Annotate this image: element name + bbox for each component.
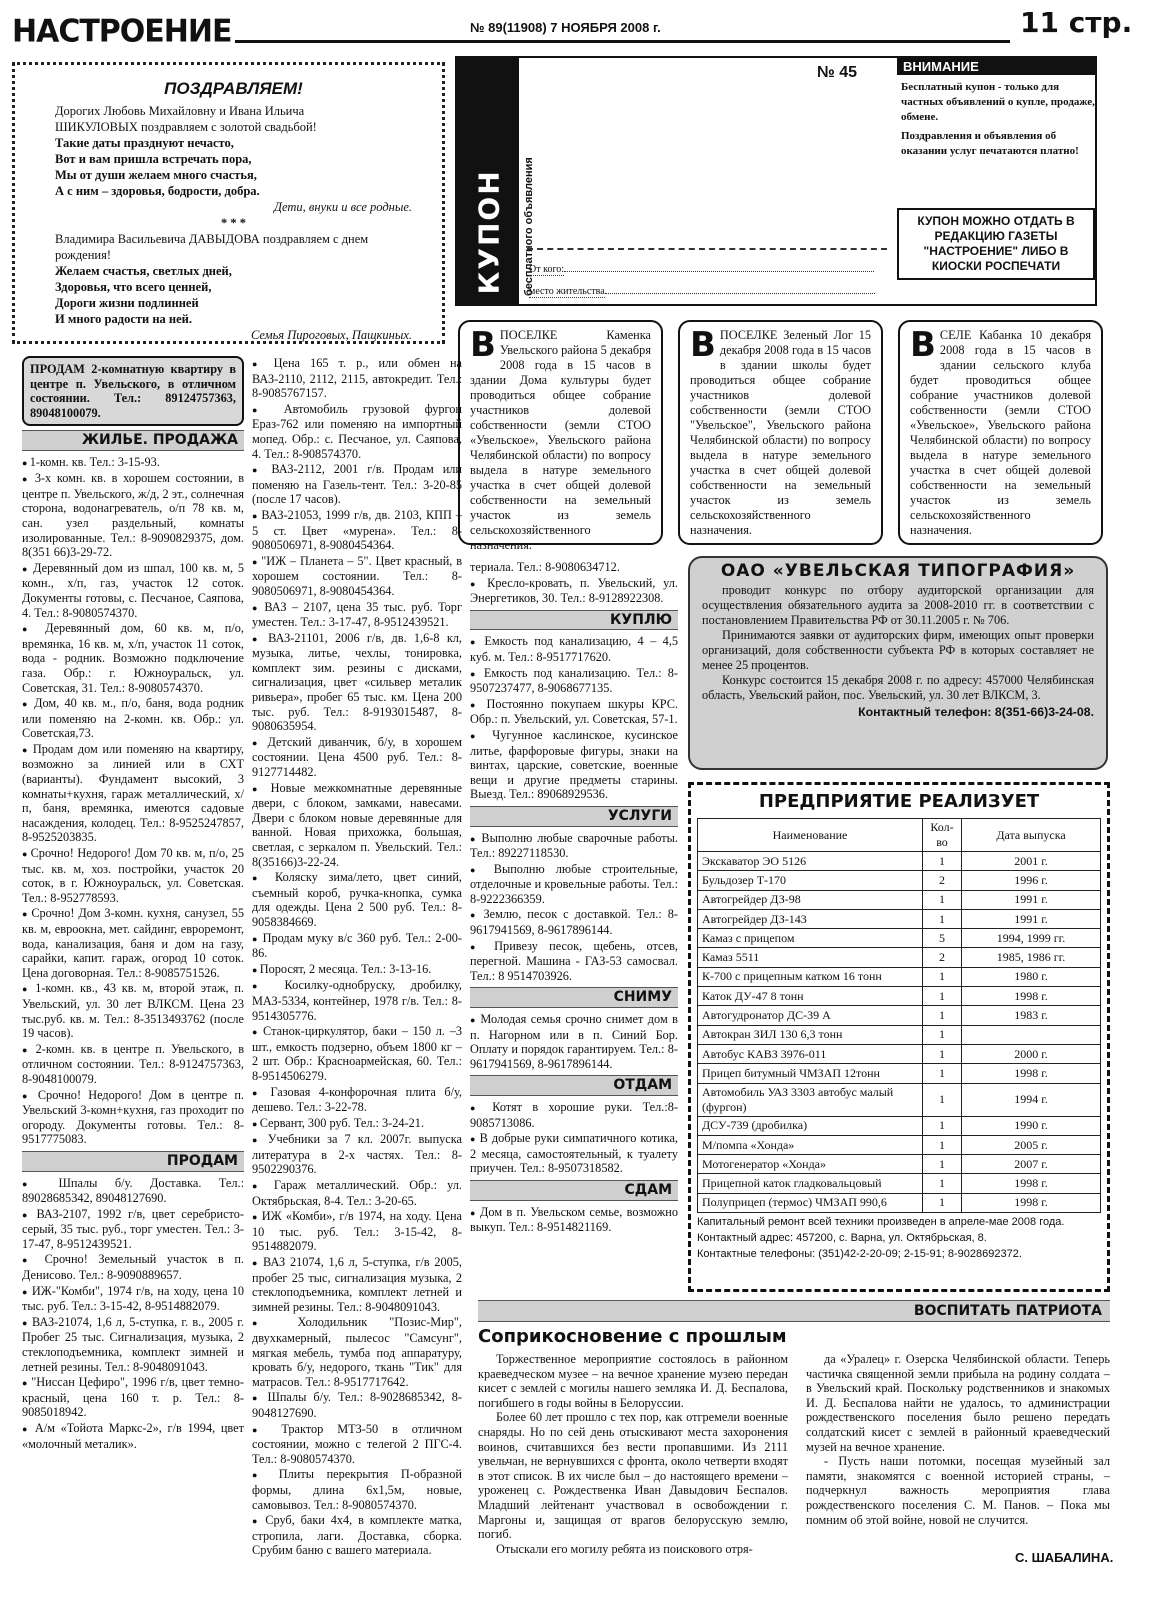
equipment-name: Прицепной каток гладковальцовый bbox=[698, 1174, 923, 1193]
equipment-year: 1998 г. bbox=[962, 1174, 1101, 1193]
coupon-submit-info: КУПОН МОЖНО ОТДАТЬ В РЕДАКЦИЮ ГАЗЕТЫ "НАСТРОЕНИЕ" ЛИБО В КИОСКИ РОСПЕЧАТИ bbox=[897, 208, 1095, 280]
equipment-year bbox=[962, 1025, 1101, 1044]
col-name-header: Наименование bbox=[698, 819, 923, 852]
warning-text-2: Поздравления и объявления об оказании услуг печатаются платно! bbox=[901, 130, 1079, 157]
table-row bbox=[698, 1006, 1101, 1025]
congrats-line: А с ним – здоровья, бодрости, добра. bbox=[55, 184, 260, 198]
article-author: С. ШАБАЛИНА. bbox=[1015, 1550, 1114, 1565]
table-row bbox=[698, 1193, 1101, 1212]
article-paragraph: да «Уралец» г. Озерска Челябинской области. Теперь частичка священной земли прибыла на родину солдата – в Увельский край. Поскольку родственников и знакомых И. Д. Беспалова найти не удалось, то администрации рождественского поселения было решено передать солдатский кисет с землей в районный краеведческий музей на вечное хранение. bbox=[806, 1352, 1110, 1454]
classified-ad: ● Молодая семья срочно снимет дом в п. Нагорном или в п. Синий Бор. Оплату и порядок гарантируем. Тел.: 8-9617941569, 8-9617896144. bbox=[470, 1012, 678, 1071]
classified-ad: ● Кресло-кровать, п. Увельский, ул. Энергетиков, 30. Тел.: 8-9128922308. bbox=[470, 576, 678, 606]
classified-ad: ● Цена 165 т. р., или обмен на ВАЗ-2110, 2112, 2115, автокредит. Тел.: 8-9085767157. bbox=[252, 356, 462, 401]
classified-ad: ● Срочно! Земельный участок в п. Денисово. Тел.: 8-9090889657. bbox=[22, 1252, 244, 1282]
congrats-signature-1: Дети, внуки и все родные. bbox=[274, 200, 412, 214]
classified-ad: ● Деревянный дом, 60 кв. м, п/о, времянка, 16 кв. м, х/п, участок 11 соток, вода - родник. Возможно подключение газа. Обр.: г. Южноуральск, ул. Советская, 31. Тел.: 8-9080574370. bbox=[22, 621, 244, 695]
congrats-line: И много радости на ней. bbox=[55, 312, 192, 326]
classified-ad: ● Сруб, баки 4х4, в комплекте матка, стропила, лаги. Доставка, сборка. Срубим баню с вашего материала. bbox=[252, 1513, 462, 1558]
equipment-year: 1983 г. bbox=[962, 1006, 1101, 1025]
classified-ad: ● Дом, 40 кв. м., п/о, баня, вода родник или поменяю на 2-комн. кв. Обр.: ул. Советская,73. bbox=[22, 696, 244, 741]
classified-ad: ● Выполню любые сварочные работы. Тел.: 89227118530. bbox=[470, 831, 678, 861]
classified-ad: ● "ИЖ – Планета – 5". Цвет красный, в хорошем состоянии. Тел.: 8-9080506971, 8-9080454364. bbox=[252, 554, 462, 599]
equipment-year: 1998 г. bbox=[962, 987, 1101, 1006]
article-title: Соприкосновение с прошлым bbox=[478, 1326, 787, 1347]
table-row bbox=[698, 967, 1101, 986]
equipment-name: Экскаватор ЭО 5126 bbox=[698, 852, 923, 871]
equipment-qty: 1 bbox=[923, 1174, 962, 1193]
notice-kabanka bbox=[898, 320, 1103, 545]
table-row bbox=[698, 1155, 1101, 1174]
give-list bbox=[470, 1100, 678, 1176]
coupon-subtitle: бесплатного объявления bbox=[523, 157, 535, 296]
article-column-left bbox=[478, 1352, 788, 1556]
classified-ad: ● ВАЗ-21053, 1999 г/в, дв. 2103, КПП – 5 ст. Цвет «мурена». Тел.: 8-9080506971, 8-9080454364. bbox=[252, 508, 462, 553]
table-row bbox=[698, 1025, 1101, 1044]
classified-ad: ● Продам муку в/с 360 руб. Тел.: 2-00-86. bbox=[252, 931, 462, 961]
article-paragraph: Отыскали его могилу ребята из поискового отря- bbox=[496, 1541, 753, 1556]
from-label: От кого: bbox=[529, 264, 565, 275]
equipment-qty: 1 bbox=[923, 967, 962, 986]
services-list bbox=[470, 831, 678, 984]
classified-ad: ● 1-комн. кв. Тел.: 3-15-93. bbox=[22, 455, 244, 471]
classified-ad: ● Дом в п. Увельском семье, возможно выкуп. Тел.: 8-9514821169. bbox=[470, 1205, 678, 1235]
from-line bbox=[564, 271, 874, 272]
enterprise-sale-box bbox=[688, 782, 1110, 1292]
classified-ad: ● Емкость под канализацию. Тел.: 8-9507237477, 8-9068677135. bbox=[470, 666, 678, 696]
classified-ad: ● Учебники за 7 кл. 2007г. выпуска литература в 2-х частях. Тел.: 8-9502290376. bbox=[252, 1132, 462, 1177]
equipment-table bbox=[697, 818, 1101, 1213]
classifieds-column-1 bbox=[22, 356, 244, 1452]
equipment-year: 1994 г. bbox=[962, 1083, 1101, 1116]
table-row bbox=[698, 1044, 1101, 1063]
equipment-qty: 1 bbox=[923, 1025, 962, 1044]
equipment-qty: 2 bbox=[923, 948, 962, 967]
equipment-year: 1990 г. bbox=[962, 1116, 1101, 1135]
classified-ad: ● Шпалы б/у. Доставка. Тел.: 89028685342, 89048127690. bbox=[22, 1176, 244, 1206]
table-row bbox=[698, 1135, 1101, 1154]
congratulations-box bbox=[12, 62, 445, 344]
classified-ad: ● ВАЗ-21101, 2006 г/в, дв. 1,6-8 кл, музыка, литье, чехлы, тонировка, комплект зим. резины с дисками, сигнализация, цвет «сильвер металик ривьера», пробег 65 тыс. км. Цена 200 тыс. руб. Тел.: 8-9193015487, 8-9080635954. bbox=[252, 631, 462, 734]
equipment-year: 1998 г. bbox=[962, 1064, 1101, 1083]
notice-zeleny-log bbox=[678, 320, 883, 545]
article-paragraph: - Пусть наши потомки, посещая музейный зал памяти, знакомятся с военной историей страны, – подчеркнул важность мероприятия глава рождественского поселения С. М. Панов. – Пока мы помним об этой войне, новой не случится. bbox=[806, 1454, 1110, 1527]
classified-ad: ● Поросят, 2 месяца. Тел.: 3-13-16. bbox=[252, 962, 462, 978]
article-rubric: ВОСПИТАТЬ ПАТРИОТА bbox=[478, 1300, 1110, 1322]
section-rent: СНИМУ bbox=[470, 987, 678, 1008]
classified-ad: ● Шпалы б/у. Тел.: 8-9028685342, 8-9048127690. bbox=[252, 1390, 462, 1420]
congrats-title: ПОЗДРАВЛЯЕМ! bbox=[164, 79, 303, 98]
equipment-name: Автогрейдер ДЗ-98 bbox=[698, 890, 923, 909]
equipment-year: 2000 г. bbox=[962, 1044, 1101, 1063]
table-row bbox=[698, 1116, 1101, 1135]
classified-ad: ● Трактор МТЗ-50 в отличном состоянии, можно с телегой 2 ПГС-4. Тел.: 8-9080574370. bbox=[252, 1422, 462, 1467]
housing-list bbox=[22, 455, 244, 1147]
classified-ad: ● ВАЗ-2112, 2001 г/в. Продам или поменяю на Газель-тент. Тел.: 3-20-85 (после 17 часов). bbox=[252, 462, 462, 507]
table-row bbox=[698, 852, 1101, 871]
equipment-qty: 1 bbox=[923, 890, 962, 909]
coupon-side-banner bbox=[457, 58, 519, 304]
typography-text-3: Конкурс состоится 15 декабря 2008 г. по адресу: 457000 Челябинская область, Увельский район, пос. Увельский, ул. 30 лет ВЛКСМ, 3. bbox=[702, 673, 1094, 702]
table-row bbox=[698, 1064, 1101, 1083]
equipment-name: Каток ДУ-47 8 тонн bbox=[698, 987, 923, 1006]
classified-ad: ● Станок-циркулятор, баки – 150 л. –3 шт., емкость подзерно, объем 1800 кг – 2 шт. Обр.: Красноармейская, 60. Тел.: 8-9514506279. bbox=[252, 1024, 462, 1083]
table-row bbox=[698, 909, 1101, 928]
classified-ad: ● Новые межкомнатные деревянные двери, с блоком, замками, навесами. Двери с блоком новые деревянные для ванной. Новая прихожка, большая, светлая, с зеркалом п. Увельский. Тел.: 8(35166)3-22-24. bbox=[252, 781, 462, 870]
congrats-line: Дороги жизни подлинней bbox=[55, 296, 199, 310]
residence-label: место жительства bbox=[529, 286, 605, 297]
equipment-name: Автогудронатор ДС-39 А bbox=[698, 1006, 923, 1025]
col-date-header: Дата выпуска bbox=[962, 819, 1101, 852]
congrats-line: Владимира Васильевича ДАВЫДОВА поздравляем с днем рождения! bbox=[55, 232, 369, 262]
classified-ad: ● Коляску зима/лето, цвет синий, съемный короб, ручка-кнопка, сумка для одежды. Цена 2 500 руб. Тел.: 8-9058384669. bbox=[252, 870, 462, 929]
classified-ad: ● Срочно! Недорого! Дом 70 кв. м, п/о, 25 тыс. кв. м, хоз. постройки, участок 20 соток, в г. Южноуральск, ул. Советская. Тел.: 8-952778593. bbox=[22, 846, 244, 905]
classified-ad: ● ИЖ «Комби», г/в 1974, на ходу. Цена 10 тыс. руб. Тел.: 3-15-42, 8-9514882079. bbox=[252, 1209, 462, 1254]
classified-ad: ● Косилку-однобруску, дробилку, МАЗ-5334, контейнер, 1978 г/в. Тел.: 8-9514305776. bbox=[252, 978, 462, 1023]
equipment-name: М/помпа «Хонда» bbox=[698, 1135, 923, 1154]
warning-title: ВНИМАНИЕ bbox=[897, 58, 1095, 75]
equipment-qty: 1 bbox=[923, 1155, 962, 1174]
equipment-qty: 1 bbox=[923, 1044, 962, 1063]
equipment-name: К-700 с прицепным катком 16 тонн bbox=[698, 967, 923, 986]
page-number: 11 стр. bbox=[1020, 6, 1133, 39]
equipment-name: Полуприцеп (термос) ЧМЗАП 990,6 bbox=[698, 1193, 923, 1212]
congrats-text-2 bbox=[55, 231, 412, 327]
featured-ad: ПРОДАМ 2-комнатную квартиру в центре п. Увельского, в отличном состоянии. Тел.: 89124757363, 89048100079. bbox=[22, 356, 244, 426]
drop-cap: В bbox=[470, 325, 496, 365]
equipment-name: Прицеп битумный ЧМЗАП 12тонн bbox=[698, 1064, 923, 1083]
classified-ad: ● ВАЗ 21074, 1,6 л, 5-ступка, г/в 2005, пробег 25 тыс, сигнализация музыка, 2 стеклоподъемника, комплект летней и зимней резины. Тел.: 8-9048091043. bbox=[252, 1255, 462, 1314]
typography-announcement bbox=[688, 556, 1108, 770]
equipment-name: Камаз с прицепом bbox=[698, 929, 923, 948]
equipment-name: ДСУ-739 (дробилка) bbox=[698, 1116, 923, 1135]
enterprise-footer-1: Капитальный ремонт всей техники произведен в апреле-мае 2008 года. bbox=[697, 1216, 1065, 1229]
typography-text-1: проводит конкурс по отбору аудиторской организации для осуществления обязательного аудита за 2008-2010 гг. в соответствии с постановлением Правительства РФ от 30.11.2005 г. № 706. bbox=[702, 583, 1094, 627]
classified-ad: ● 1-комн. кв., 43 кв. м, второй этаж, п. Увельский, ул. 30 лет ВЛКСМ. Цена 23 тыс.руб. кв. м. Тел.: 8-3513493762 (после 19 часов). bbox=[22, 981, 244, 1040]
coupon-number: № 45 bbox=[817, 64, 858, 81]
rent-list bbox=[470, 1012, 678, 1071]
table-row bbox=[698, 929, 1101, 948]
classified-ad: ● В добрые руки симпатичного котика, 2 месяца, самостоятельный, к туалету приучен. Тел.: 8-9507318582. bbox=[470, 1131, 678, 1176]
equipment-qty: 1 bbox=[923, 1083, 962, 1116]
congrats-line: Здоровья, что всего ценней, bbox=[55, 280, 212, 294]
table-row bbox=[698, 890, 1101, 909]
warning-text-1: Бесплатный купон - только для частных объявлений о купле, продаже, обмене. bbox=[901, 81, 1095, 123]
equipment-name: Бульдозер Т-170 bbox=[698, 871, 923, 890]
enterprise-footer-2: Контактный адрес: 457200, с. Варна, ул. Октябрьская, 8. bbox=[697, 1232, 987, 1245]
residence-line bbox=[605, 293, 875, 294]
lead-list bbox=[470, 576, 678, 606]
table-row bbox=[698, 948, 1101, 967]
equipment-qty: 1 bbox=[923, 852, 962, 871]
equipment-qty: 1 bbox=[923, 1193, 962, 1212]
classified-ad: ● "Ниссан Цефиро", 1996 г/в, цвет темно-красный, цена 160 т. р. Тел.: 8-9085018942. bbox=[22, 1375, 244, 1420]
classified-ad: ● Деревянный дом из шпал, 100 кв. м, 5 комн., х/п, газ, участок 12 соток. Документы готовы, с. Песчаное, Саяпова, 4. Тел.: 8-9080574370. bbox=[22, 561, 244, 620]
classified-ad: ● Холодильник "Позис-Мир", двухкамерный, пылесос "Самсунг", мягкая мебель, тумба под аппаратуру, кровать б/у, недорого, ткань "Тик" для матрасов. Тел.: 8-9517717642. bbox=[252, 1315, 462, 1389]
equipment-year: 1980 г. bbox=[962, 967, 1101, 986]
equipment-year: 2005 г. bbox=[962, 1135, 1101, 1154]
congrats-line: Дорогих Любовь Михайловну и Ивана Ильича bbox=[55, 104, 305, 118]
enterprise-title: ПРЕДПРИЯТИЕ РЕАЛИЗУЕТ bbox=[758, 791, 1040, 812]
congrats-line: Вот и вам пришла встречать пора, bbox=[55, 152, 252, 166]
residence-field[interactable] bbox=[529, 286, 875, 298]
equipment-qty: 1 bbox=[923, 1064, 962, 1083]
classified-ad: ● Детский диванчик, б/у, в хорошем состоянии. Цена 4500 руб. Тел.: 8-9127714482. bbox=[252, 735, 462, 780]
equipment-name: Автобус КАВЗ 3976-011 bbox=[698, 1044, 923, 1063]
equipment-qty: 1 bbox=[923, 1116, 962, 1135]
equipment-name: Автокран ЗИЛ 130 6,3 тонн bbox=[698, 1025, 923, 1044]
notice-text: СЕЛЕ Кабанка 10 декабря 2008 года в 15 часов в здании сельского клуба будет проводиться общее собрание участников долевой собственности (земли СТОО «Увельское», Увельского района Челябинской области) по вопросу выдела в натуре земельного участка в счет общей долевой собственности на земельный участок из земель сельскохозяйственного назначения. bbox=[910, 328, 1091, 537]
equipment-qty: 1 bbox=[923, 987, 962, 1006]
congrats-separator: * * * bbox=[221, 216, 246, 230]
coupon-divider bbox=[527, 248, 887, 250]
classified-ad: ● Емкость под канализацию, 4 – 4,5 куб. м. Тел.: 8-9517717620. bbox=[470, 634, 678, 664]
section-buy: КУПЛЮ bbox=[470, 610, 678, 631]
classified-ad: ● Срочно! Недорого! Дом в центре п. Увельский 3-комн+кухня, газ проходит по огороду. Документы готовы. Тел.: 8-9517775083. bbox=[22, 1088, 244, 1147]
table-row bbox=[698, 871, 1101, 890]
congrats-signature-2: Семья Пироговых, Пащкиных. bbox=[250, 328, 412, 342]
table-row bbox=[698, 1174, 1101, 1193]
classified-ad: ● Продам дом или поменяю на квартиру, возможно за линией или в СХТ (варианты). Фундамент высокий, 3 комнаты+кухня, гараж металлический, х/п, баня, времянка, имеются садовые насаждения, колодец. Тел.: 8-9525247857, 8-9525203835. bbox=[22, 742, 244, 845]
equipment-year: 1991 г. bbox=[962, 909, 1101, 928]
classified-ad: ● ВАЗ – 2107, цена 35 тыс. руб. Торг уместен. Тел.: 3-17-47, 8-9512439521. bbox=[252, 600, 462, 630]
equipment-name: Мотогенератор «Хонда» bbox=[698, 1155, 923, 1174]
classified-ad: ● Гараж металлический. Обр.: ул. Октябрьская, 8-4. Тел.: 3-20-65. bbox=[252, 1178, 462, 1208]
equipment-qty: 5 bbox=[923, 929, 962, 948]
classified-ad: ● Чугунное каслинское, кусинское литье, фарфоровые фигуры, знаки на винтах, царские, советские, военные вещи и другие предметы старины. Выезд. Тел.: 89068929536. bbox=[470, 728, 678, 802]
coupon-title: КУПОН bbox=[472, 169, 506, 295]
classified-ad: ● Выполню любые строительные, отделочные и кровельные работы. Тел.: 8-9222366359. bbox=[470, 862, 678, 907]
section-housing: ЖИЛЬЕ. ПРОДАЖА bbox=[22, 430, 244, 451]
drop-cap: В bbox=[690, 325, 716, 365]
classified-ad: ● ИЖ-"Комби", 1974 г/в, на ходу, цена 10 тыс. руб. Тел.: 3-15-42, 8-9514882079. bbox=[22, 1284, 244, 1314]
notice-kamenka bbox=[458, 320, 663, 552]
from-field[interactable] bbox=[529, 264, 874, 276]
congrats-line: ШИКУЛОВЫХ поздравляем с золотой свадьбой! bbox=[55, 120, 317, 134]
equipment-year: 1994, 1999 гг. bbox=[962, 929, 1101, 948]
typography-text-2: Принимаются заявки от аудиторских фирм, имеющих опыт проверки организаций, доля собственности субъекта РФ в которых составляет не менее 25 процентов. bbox=[702, 628, 1094, 672]
congrats-line: Такие даты празднуют нечасто, bbox=[55, 136, 234, 150]
equipment-qty: 1 bbox=[923, 1135, 962, 1154]
table-header-row bbox=[698, 819, 1101, 852]
typography-title: ОАО «УВЕЛЬСКАЯ ТИПОГРАФИЯ» bbox=[720, 561, 1076, 581]
classified-ad: ● Газовая 4-конфорочная плита б/у, дешево. Тел.: 3-22-78. bbox=[252, 1085, 462, 1115]
equipment-year: 1991 г. bbox=[962, 890, 1101, 909]
issue-info: № 89(11908) 7 НОЯБРЯ 2008 г. bbox=[470, 20, 661, 35]
classified-ad: ● Срочно! Дом 3-комн. кухня, санузел, 55 кв. м, евроокна, мет. сайдинг, евроремонт, вода, канализация, баня и дом на газу, сарайки, капит. гараж, огород 10 соток. Цена договорная. Тел.: 8-9085751526. bbox=[22, 906, 244, 980]
equipment-name: Автогрейдер ДЗ-143 bbox=[698, 909, 923, 928]
article-paragraph: Торжественное мероприятие состоялось в районном краеведческом музее – на вечное хранение музею передан кисет с землей с могилы нашего земляка И. Д. Беспалова, погибшего в годы войны в Белоруссии. bbox=[478, 1352, 788, 1410]
sell-list-continued bbox=[252, 356, 462, 1558]
equipment-year: 1985, 1986 гг. bbox=[962, 948, 1101, 967]
congrats-line: Мы от души желаем много счастья, bbox=[55, 168, 257, 182]
classified-ad: ● ВАЗ-2107, 1992 г/в, цвет серебристо-серый, 35 тыс. руб., торг уместен. Тел.: 3-17-47, 8-9512439521. bbox=[22, 1207, 244, 1252]
newspaper-logo: НАСТРОЕНИЕ bbox=[12, 13, 232, 50]
classified-ad: ● 2-комн. кв. в центре п. Увельского, в отличном состоянии. Тел.: 8-9124757363, 8-9048100079. bbox=[22, 1042, 244, 1087]
header-rule bbox=[235, 40, 1010, 43]
equipment-qty: 1 bbox=[923, 1006, 962, 1025]
congrats-line: Желаем счастья, светлых дней, bbox=[55, 264, 232, 278]
classified-ad: ● 3-х комн. кв. в хорошем состоянии, в центре п. Увельского, ж/д, 2 эт., солнечная сторона, водонагреватель, о/п 78 кв. м, сан. узел раздельный, комнаты изолированные. Тел.: 8-9090829375, дом. 8(351 66)3-29-72. bbox=[22, 471, 244, 560]
classifieds-column-3 bbox=[470, 560, 678, 1236]
free-ad-coupon bbox=[455, 56, 1097, 306]
enterprise-footer-3: Контактные телефоны: (351)42-2-20-09; 2-15-91; 8-9028692372. bbox=[697, 1248, 1022, 1261]
table-row bbox=[698, 1083, 1101, 1116]
continued-text: териала. Тел.: 8-9080634712. bbox=[470, 560, 620, 574]
classified-ad: ● Землю, песок с доставкой. Тел.: 8-9617941569, 8-9617896144. bbox=[470, 907, 678, 937]
classified-ad: ● А/м «Тойота Маркс-2», г/в 1994, цвет «молочный металик». bbox=[22, 1421, 244, 1451]
section-services: УСЛУГИ bbox=[470, 806, 678, 827]
equipment-year: 1996 г. bbox=[962, 871, 1101, 890]
article-column-right bbox=[806, 1352, 1110, 1527]
equipment-qty: 1 bbox=[923, 909, 962, 928]
classified-ad: ● Плиты перекрытия П-образной формы, длина 6х1,5м, новые, самовывоз. Тел.: 8-9080574370. bbox=[252, 1467, 462, 1512]
equipment-name: Камаз 5511 bbox=[698, 948, 923, 967]
classified-ad: ● Сервант, 300 руб. Тел.: 3-24-21. bbox=[252, 1116, 462, 1132]
article-paragraph: Более 60 лет прошло с тех пор, как отгремели военные снаряды. Но по сей день отыскивают места захоронения воинов, считавшихся без вести пропавшими. Из 2111 увельчан, не вернувшихся с фронта, около четверти входят в этот список. В их числе был – до настоящего времени – уроженец с. Рождественка Иван Давыдович Беспалов. Младший лейтенант участвовал в освобождении г. Маргоны и, защищая от врагов белорусскую землю, погиб. bbox=[478, 1410, 788, 1542]
classified-ad: ● ВАЗ-21074, 1,6 л, 5-ступка, г. в., 2005 г. Пробег 25 тыс. Сигнализация, музыка, 2 стеклоподъемника, комплект зимней и летней резины. Тел.: 8-9048091043. bbox=[22, 1315, 244, 1374]
col-qty-header: Кол-во bbox=[923, 819, 962, 852]
classified-ad: ● Котят в хорошие руки. Тел.:8-9085713086. bbox=[470, 1100, 678, 1130]
buy-list bbox=[470, 634, 678, 802]
section-lease: СДАМ bbox=[470, 1180, 678, 1201]
coupon-warning bbox=[897, 58, 1095, 163]
section-give: ОТДАМ bbox=[470, 1075, 678, 1096]
notice-text: ПОСЕЛКЕ Зеленый Лог 15 декабря 2008 года в 15 часов в здании школы будет проводиться общее собрание участников долевой собственности (земли СТОО "Увельское", Увельского района Челябинской области) по вопросу выдела в натуре земельного участка в счет общей долевой собственности на земельный участок из земель сельскохозяйственного назначения. bbox=[690, 328, 871, 537]
classifieds-column-2 bbox=[252, 356, 462, 1559]
notice-text: ПОСЕЛКЕ Каменка Увельского района 5 декабря 2008 года в 15 часов в здании Дома культуры будет проводиться общее собрание участников долевой собственности (земли СТОО «Увельское», Увельского района Челябинской области) по вопросу выдела в натуре земельного участка в счет общей долевой собственности на земельный участок из земель сельскохозяйственного назначения. bbox=[470, 328, 651, 552]
typography-phone: Контактный телефон: 8(351-66)3-24-08. bbox=[858, 705, 1094, 719]
equipment-year: 2007 г. bbox=[962, 1155, 1101, 1174]
table-row bbox=[698, 987, 1101, 1006]
equipment-name: Автомобиль УАЗ 3303 автобус малый (фургон) bbox=[698, 1083, 923, 1116]
lease-list bbox=[470, 1205, 678, 1235]
congrats-text-1 bbox=[55, 103, 412, 199]
equipment-year: 1998 г. bbox=[962, 1193, 1101, 1212]
classified-ad: ● Постоянно покупаем шкуры КРС. Обр.: п. Увельский, ул. Советская, 57-1. bbox=[470, 697, 678, 727]
section-sell: ПРОДАМ bbox=[22, 1151, 244, 1172]
sell-list bbox=[22, 1176, 244, 1452]
equipment-qty: 2 bbox=[923, 871, 962, 890]
classified-ad: ● Автомобиль грузовой фургон Ераз-762 или поменяю на импортный мопед. Обр.: с. Песчаное, ул. Саяпова, 4. Тел.: 8-908574370. bbox=[252, 402, 462, 461]
drop-cap: В bbox=[910, 325, 936, 365]
classified-ad: ● Привезу песок, щебень, отсев, перегной. Машина - ГАЗ-53 самосвал. Тел.: 8 9514703926. bbox=[470, 939, 678, 984]
equipment-year: 2001 г. bbox=[962, 852, 1101, 871]
